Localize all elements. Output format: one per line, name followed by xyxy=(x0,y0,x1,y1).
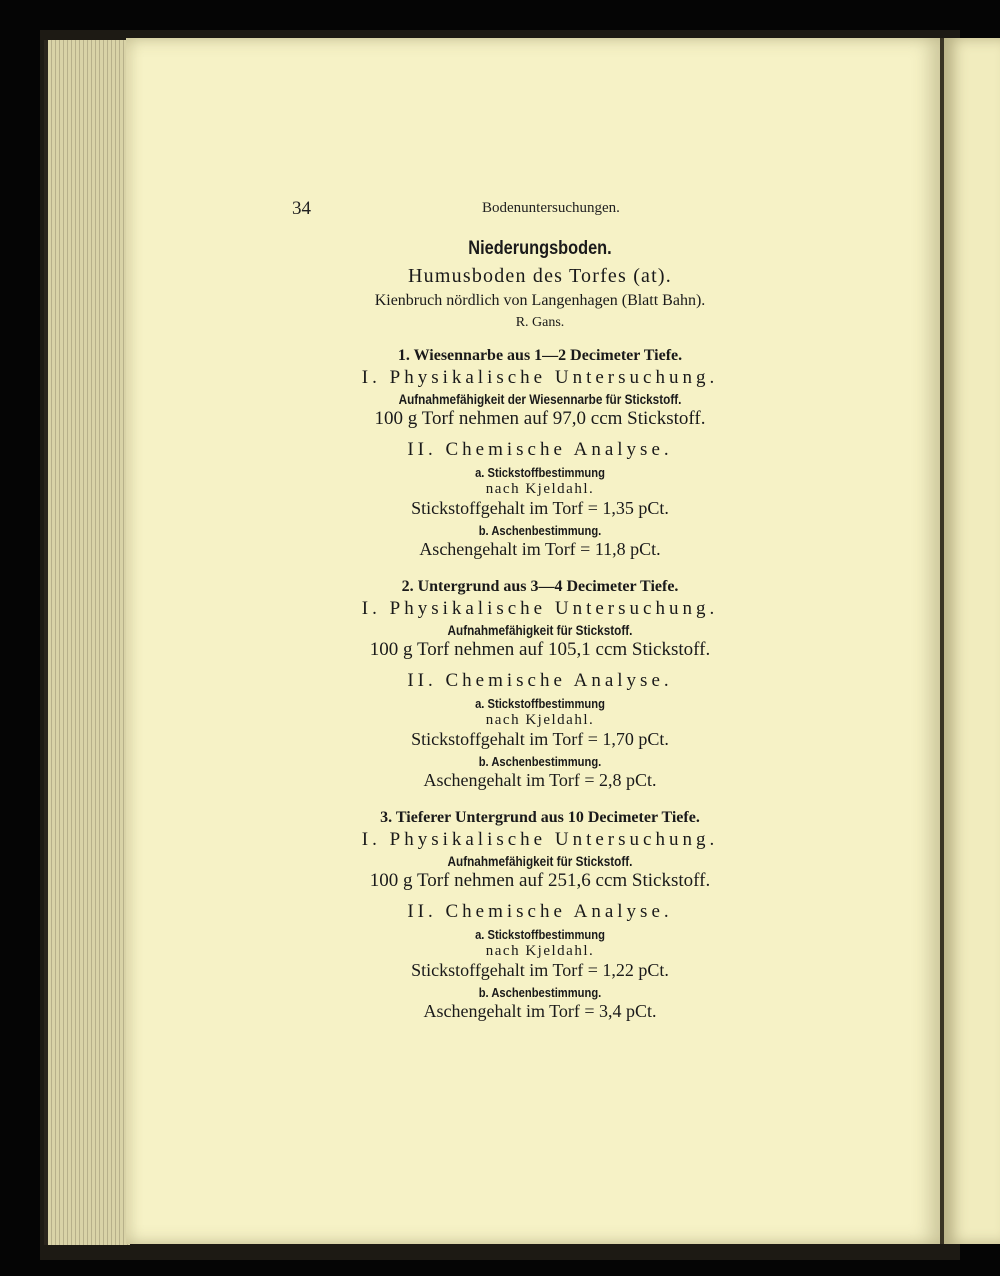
nitrogen-heading: a. Stickstoffbestimmung xyxy=(475,696,605,711)
ash-heading: b. Aschenbestimmung. xyxy=(478,754,602,769)
chemical-heading: II. Chemische Analyse. xyxy=(407,439,673,460)
absorption-text: 100 g Torf nehmen auf 251,6 ccm Stickstoff. xyxy=(369,870,711,891)
page-header xyxy=(292,198,732,228)
page-edges xyxy=(44,40,130,1245)
absorption-heading: Aufnahmefähigkeit für Stickstoff. xyxy=(447,622,633,638)
physical-heading: I. Physikalische Untersuchung. xyxy=(361,829,719,850)
nitrogen-method: nach Kjeldahl. xyxy=(485,481,595,497)
absorption-text: 100 g Torf nehmen auf 105,1 ccm Stickstoff. xyxy=(369,639,711,660)
nitrogen-method: nach Kjeldahl. xyxy=(485,712,595,728)
section-2 xyxy=(330,578,750,791)
section-heading: 1. Wiesennarbe aus 1—2 Decimeter Tiefe. xyxy=(397,347,683,364)
running-head: Bodenuntersuchungen. xyxy=(482,200,620,216)
ash-result: Aschengehalt im Torf = 2,8 pCt. xyxy=(423,770,657,790)
nitrogen-heading: a. Stickstoffbestimmung xyxy=(475,927,605,942)
category-title: Niederungsboden. xyxy=(468,238,612,259)
chemical-heading: II. Chemische Analyse. xyxy=(407,901,673,922)
ash-heading: b. Aschenbestimmung. xyxy=(478,523,602,538)
ash-result: Aschengehalt im Torf = 11,8 pCt. xyxy=(419,539,661,559)
absorption-heading: Aufnahmefähigkeit der Wiesennarbe für Stickstoff. xyxy=(398,391,682,407)
page-number: 34 xyxy=(292,198,311,219)
physical-heading: I. Physikalische Untersuchung. xyxy=(361,367,719,388)
nitrogen-heading: a. Stickstoffbestimmung xyxy=(475,465,605,480)
nitrogen-result: Stickstoffgehalt im Torf = 1,22 pCt. xyxy=(411,960,669,980)
page-content xyxy=(330,238,750,1040)
section-3 xyxy=(330,809,750,1022)
facing-page-edge xyxy=(944,38,1000,1244)
author-line: R. Gans. xyxy=(515,315,565,330)
nitrogen-result: Stickstoffgehalt im Torf = 1,35 pCt. xyxy=(411,498,669,518)
absorption-heading: Aufnahmefähigkeit für Stickstoff. xyxy=(447,853,633,869)
location-line: Kienbruch nördlich von Langenhagen (Blatt Bahn). xyxy=(374,292,706,309)
absorption-text: 100 g Torf nehmen auf 97,0 ccm Stickstoff. xyxy=(374,408,706,429)
soil-type-title: Humusboden des Torfes (at). xyxy=(408,265,672,287)
ash-heading: b. Aschenbestimmung. xyxy=(478,985,602,1000)
nitrogen-result: Stickstoffgehalt im Torf = 1,70 pCt. xyxy=(411,729,669,749)
section-1 xyxy=(330,347,750,560)
nitrogen-method: nach Kjeldahl. xyxy=(485,943,595,959)
chemical-heading: II. Chemische Analyse. xyxy=(407,670,673,691)
physical-heading: I. Physikalische Untersuchung. xyxy=(361,598,719,619)
section-heading: 2. Untergrund aus 3—4 Decimeter Tiefe. xyxy=(401,578,679,595)
ash-result: Aschengehalt im Torf = 3,4 pCt. xyxy=(423,1001,657,1021)
section-heading: 3. Tieferer Untergrund aus 10 Decimeter Tiefe. xyxy=(380,809,700,826)
